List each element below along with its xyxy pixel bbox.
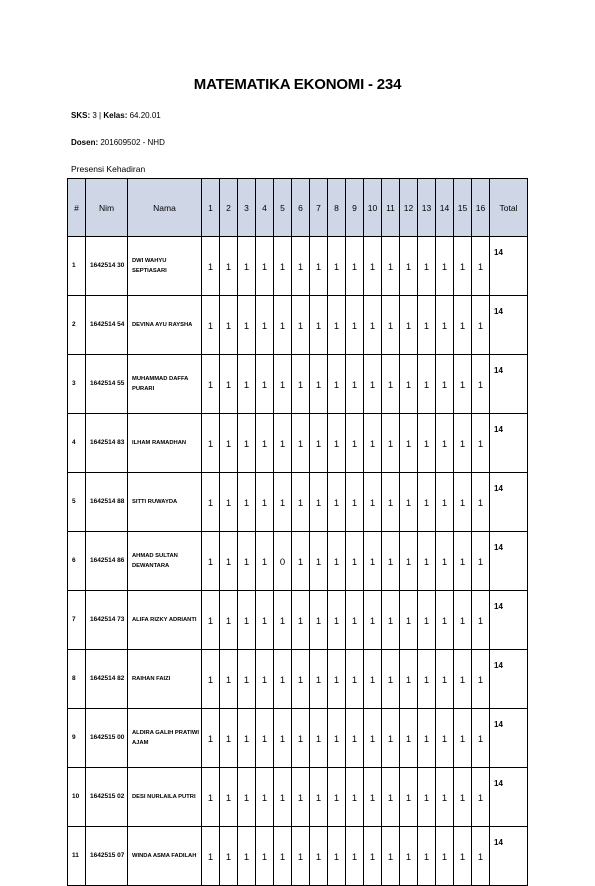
attendance-cell: 1 [292,237,310,296]
attendance-cell: 1 [328,827,346,886]
column-header: 8 [328,179,346,237]
attendance-cell: 1 [436,237,454,296]
column-header: 4 [256,179,274,237]
attendance-cell: 1 [238,768,256,827]
attendance-cell: 1 [400,237,418,296]
attendance-cell: 1 [274,237,292,296]
attendance-cell: 1 [274,473,292,532]
table-row [68,650,528,709]
attendance-cell: 1 [454,473,472,532]
table-row [68,827,528,886]
attendance-cell: 1 [364,414,382,473]
attendance-cell: 1 [256,827,274,886]
attendance-cell: 1 [436,768,454,827]
attendance-cell: 1 [328,355,346,414]
attendance-cell: 1 [292,414,310,473]
attendance-cell: 1 [292,355,310,414]
attendance-cell: 1 [436,296,454,355]
attendance-cell: 1 [418,237,436,296]
attendance-cell: 1 [454,414,472,473]
attendance-cell: 1 [310,237,328,296]
course-info [71,111,161,120]
attendance-cell: 1 [454,237,472,296]
dosen-label: Dosen: [71,138,99,147]
attendance-cell: 1 [202,237,220,296]
row-number: 5 [68,473,86,532]
attendance-cell: 1 [220,591,238,650]
attendance-cell: 1 [238,473,256,532]
student-name: AHMAD SULTAN DEWANTARA [128,532,202,591]
attendance-cell: 1 [256,414,274,473]
row-number: 8 [68,650,86,709]
attendance-cell: 1 [310,591,328,650]
attendance-cell: 1 [364,532,382,591]
column-header: 16 [472,179,490,237]
attendance-cell: 1 [400,591,418,650]
attendance-cell: 1 [202,827,220,886]
attendance-cell: 1 [202,768,220,827]
attendance-cell: 1 [418,532,436,591]
student-nim: 1642514 30 [86,237,128,296]
attendance-cell: 1 [220,650,238,709]
attendance-cell: 1 [472,237,490,296]
attendance-cell: 1 [418,414,436,473]
attendance-cell: 1 [220,827,238,886]
column-header: # [68,179,86,237]
student-nim: 1642514 86 [86,532,128,591]
attendance-cell: 1 [274,827,292,886]
attendance-cell: 1 [202,473,220,532]
attendance-cell: 1 [310,296,328,355]
student-nim: 1642514 82 [86,650,128,709]
attendance-cell: 1 [382,296,400,355]
total-cell: 14 [490,296,528,355]
sks-value: 3 | [92,111,102,120]
student-nim: 1642515 07 [86,827,128,886]
attendance-cell: 1 [310,827,328,886]
row-number: 1 [68,237,86,296]
attendance-cell: 1 [382,768,400,827]
student-name: ALDIRA GALIH PRATIWI AJAM [128,709,202,768]
student-nim: 1642514 83 [86,414,128,473]
total-cell: 14 [490,650,528,709]
table-header-row [68,179,528,237]
row-number: 11 [68,827,86,886]
student-name: SITTI RUWAYDA [128,473,202,532]
attendance-cell: 1 [220,414,238,473]
column-header: Nim [86,179,128,237]
table-row [68,591,528,650]
attendance-cell: 1 [346,768,364,827]
column-header: 11 [382,179,400,237]
attendance-cell: 1 [346,827,364,886]
attendance-cell: 1 [238,414,256,473]
attendance-cell: 1 [292,709,310,768]
attendance-cell: 1 [256,237,274,296]
student-name: WINDA ASMA FADILAH [128,827,202,886]
attendance-cell: 1 [364,296,382,355]
attendance-cell: 1 [418,827,436,886]
section-heading: Presensi Kehadiran [71,164,146,174]
total-cell: 14 [490,473,528,532]
attendance-cell: 1 [292,591,310,650]
attendance-cell: 1 [400,827,418,886]
attendance-cell: 1 [328,650,346,709]
attendance-cell: 1 [274,296,292,355]
attendance-cell: 0 [274,532,292,591]
attendance-cell: 1 [346,473,364,532]
table-row [68,532,528,591]
total-cell: 14 [490,827,528,886]
column-header: 9 [346,179,364,237]
student-name: MUHAMMAD DAFFA PURARI [128,355,202,414]
attendance-cell: 1 [256,650,274,709]
attendance-cell: 1 [472,591,490,650]
table-row [68,709,528,768]
attendance-cell: 1 [256,532,274,591]
attendance-cell: 1 [382,237,400,296]
attendance-cell: 1 [328,296,346,355]
attendance-cell: 1 [292,473,310,532]
attendance-cell: 1 [400,473,418,532]
student-name: DESI NURLAILA PUTRI [128,768,202,827]
kelas-label: Kelas: [103,111,128,120]
row-number: 2 [68,296,86,355]
column-header: 2 [220,179,238,237]
attendance-cell: 1 [256,768,274,827]
attendance-cell: 1 [472,532,490,591]
attendance-cell: 1 [454,768,472,827]
attendance-cell: 1 [436,473,454,532]
attendance-cell: 1 [400,414,418,473]
table-row [68,768,528,827]
attendance-cell: 1 [292,296,310,355]
attendance-cell: 1 [454,296,472,355]
attendance-cell: 1 [382,650,400,709]
attendance-cell: 1 [400,709,418,768]
table-body [68,237,528,886]
attendance-cell: 1 [436,709,454,768]
column-header: 12 [400,179,418,237]
attendance-cell: 1 [256,473,274,532]
attendance-cell: 1 [238,591,256,650]
attendance-cell: 1 [382,709,400,768]
attendance-cell: 1 [454,591,472,650]
attendance-cell: 1 [418,709,436,768]
student-name: DEVINA AYU RAYSHA [128,296,202,355]
attendance-cell: 1 [328,532,346,591]
attendance-cell: 1 [472,414,490,473]
column-header: 1 [202,179,220,237]
column-header: 5 [274,179,292,237]
student-nim: 1642514 54 [86,296,128,355]
table-row [68,473,528,532]
total-cell: 14 [490,532,528,591]
column-header: Total [490,179,528,237]
attendance-cell: 1 [436,650,454,709]
row-number: 6 [68,532,86,591]
total-cell: 14 [490,355,528,414]
student-nim: 1642515 02 [86,768,128,827]
attendance-cell: 1 [292,827,310,886]
attendance-cell: 1 [418,768,436,827]
attendance-cell: 1 [256,296,274,355]
attendance-cell: 1 [202,709,220,768]
attendance-cell: 1 [202,650,220,709]
student-name: RAIHAN FAIZI [128,650,202,709]
attendance-cell: 1 [256,591,274,650]
attendance-cell: 1 [454,355,472,414]
attendance-cell: 1 [382,591,400,650]
document-title: MATEMATIKA EKONOMI - 234 [193,76,402,93]
attendance-cell: 1 [238,650,256,709]
table-row [68,355,528,414]
attendance-cell: 1 [256,355,274,414]
attendance-cell: 1 [382,414,400,473]
dosen-value: 201609502 - NHD [100,138,165,147]
column-header: 3 [238,179,256,237]
row-number: 10 [68,768,86,827]
table-row [68,296,528,355]
attendance-cell: 1 [274,768,292,827]
column-header: 13 [418,179,436,237]
attendance-cell: 1 [364,355,382,414]
attendance-cell: 1 [328,709,346,768]
total-cell: 14 [490,709,528,768]
attendance-cell: 1 [364,237,382,296]
student-nim: 1642514 73 [86,591,128,650]
attendance-cell: 1 [238,296,256,355]
attendance-cell: 1 [220,473,238,532]
attendance-cell: 1 [436,414,454,473]
total-cell: 14 [490,414,528,473]
attendance-cell: 1 [346,532,364,591]
attendance-cell: 1 [238,827,256,886]
attendance-cell: 1 [346,237,364,296]
attendance-cell: 1 [400,768,418,827]
attendance-cell: 1 [382,532,400,591]
attendance-cell: 1 [454,709,472,768]
attendance-cell: 1 [202,414,220,473]
attendance-cell: 1 [310,532,328,591]
attendance-cell: 1 [292,532,310,591]
attendance-cell: 1 [256,709,274,768]
attendance-cell: 1 [382,473,400,532]
attendance-cell: 1 [436,532,454,591]
attendance-cell: 1 [220,296,238,355]
attendance-cell: 1 [310,414,328,473]
attendance-cell: 1 [328,768,346,827]
attendance-cell: 1 [472,768,490,827]
attendance-cell: 1 [346,296,364,355]
attendance-cell: 1 [400,532,418,591]
total-cell: 14 [490,768,528,827]
sks-label: SKS: [71,111,91,120]
column-header: 10 [364,179,382,237]
row-number: 3 [68,355,86,414]
attendance-cell: 1 [436,827,454,886]
attendance-cell: 1 [364,768,382,827]
attendance-cell: 1 [418,650,436,709]
attendance-cell: 1 [472,650,490,709]
attendance-cell: 1 [274,709,292,768]
attendance-cell: 1 [310,473,328,532]
attendance-cell: 1 [346,355,364,414]
attendance-cell: 1 [364,650,382,709]
attendance-cell: 1 [310,768,328,827]
attendance-cell: 1 [364,473,382,532]
column-header: Nama [128,179,202,237]
attendance-cell: 1 [472,827,490,886]
student-nim: 1642514 88 [86,473,128,532]
attendance-cell: 1 [400,650,418,709]
attendance-cell: 1 [418,355,436,414]
lecturer-info [71,138,165,147]
attendance-cell: 1 [346,414,364,473]
attendance-cell: 1 [238,532,256,591]
attendance-cell: 1 [472,355,490,414]
attendance-cell: 1 [436,355,454,414]
attendance-cell: 1 [418,296,436,355]
column-header: 14 [436,179,454,237]
attendance-cell: 1 [454,532,472,591]
attendance-cell: 1 [454,650,472,709]
attendance-cell: 1 [220,532,238,591]
attendance-cell: 1 [364,827,382,886]
attendance-cell: 1 [328,237,346,296]
attendance-cell: 1 [364,591,382,650]
kelas-value: 64.20.01 [129,111,161,120]
attendance-cell: 1 [274,355,292,414]
attendance-cell: 1 [292,768,310,827]
attendance-cell: 1 [472,709,490,768]
attendance-cell: 1 [400,355,418,414]
column-header: 6 [292,179,310,237]
student-name: ALIFA RIZKY ADRIANTI [128,591,202,650]
attendance-cell: 1 [274,414,292,473]
attendance-cell: 1 [454,827,472,886]
attendance-cell: 1 [220,768,238,827]
student-nim: 1642515 00 [86,709,128,768]
student-name: ILHAM RAMADHAN [128,414,202,473]
attendance-cell: 1 [382,355,400,414]
attendance-cell: 1 [238,355,256,414]
attendance-cell: 1 [472,473,490,532]
attendance-cell: 1 [238,237,256,296]
attendance-cell: 1 [202,296,220,355]
attendance-cell: 1 [400,296,418,355]
table-row [68,237,528,296]
attendance-cell: 1 [346,591,364,650]
attendance-cell: 1 [472,296,490,355]
column-header: 7 [310,179,328,237]
attendance-cell: 1 [202,591,220,650]
attendance-cell: 1 [346,650,364,709]
attendance-cell: 1 [346,709,364,768]
attendance-cell: 1 [274,591,292,650]
attendance-cell: 1 [436,591,454,650]
row-number: 4 [68,414,86,473]
total-cell: 14 [490,591,528,650]
attendance-cell: 1 [418,473,436,532]
attendance-cell: 1 [328,414,346,473]
attendance-cell: 1 [220,237,238,296]
column-header: 15 [454,179,472,237]
student-name: DWI WAHYU SEPTIASARI [128,237,202,296]
student-nim: 1642514 55 [86,355,128,414]
attendance-cell: 1 [274,650,292,709]
attendance-cell: 1 [382,827,400,886]
attendance-table [67,178,528,886]
attendance-cell: 1 [328,591,346,650]
attendance-cell: 1 [364,709,382,768]
attendance-cell: 1 [310,650,328,709]
attendance-cell: 1 [292,650,310,709]
attendance-cell: 1 [418,591,436,650]
table-row [68,414,528,473]
attendance-cell: 1 [328,473,346,532]
attendance-cell: 1 [202,355,220,414]
total-cell: 14 [490,237,528,296]
attendance-cell: 1 [220,355,238,414]
row-number: 9 [68,709,86,768]
attendance-cell: 1 [202,532,220,591]
attendance-cell: 1 [220,709,238,768]
attendance-cell: 1 [238,709,256,768]
row-number: 7 [68,591,86,650]
attendance-cell: 1 [310,709,328,768]
attendance-cell: 1 [310,355,328,414]
